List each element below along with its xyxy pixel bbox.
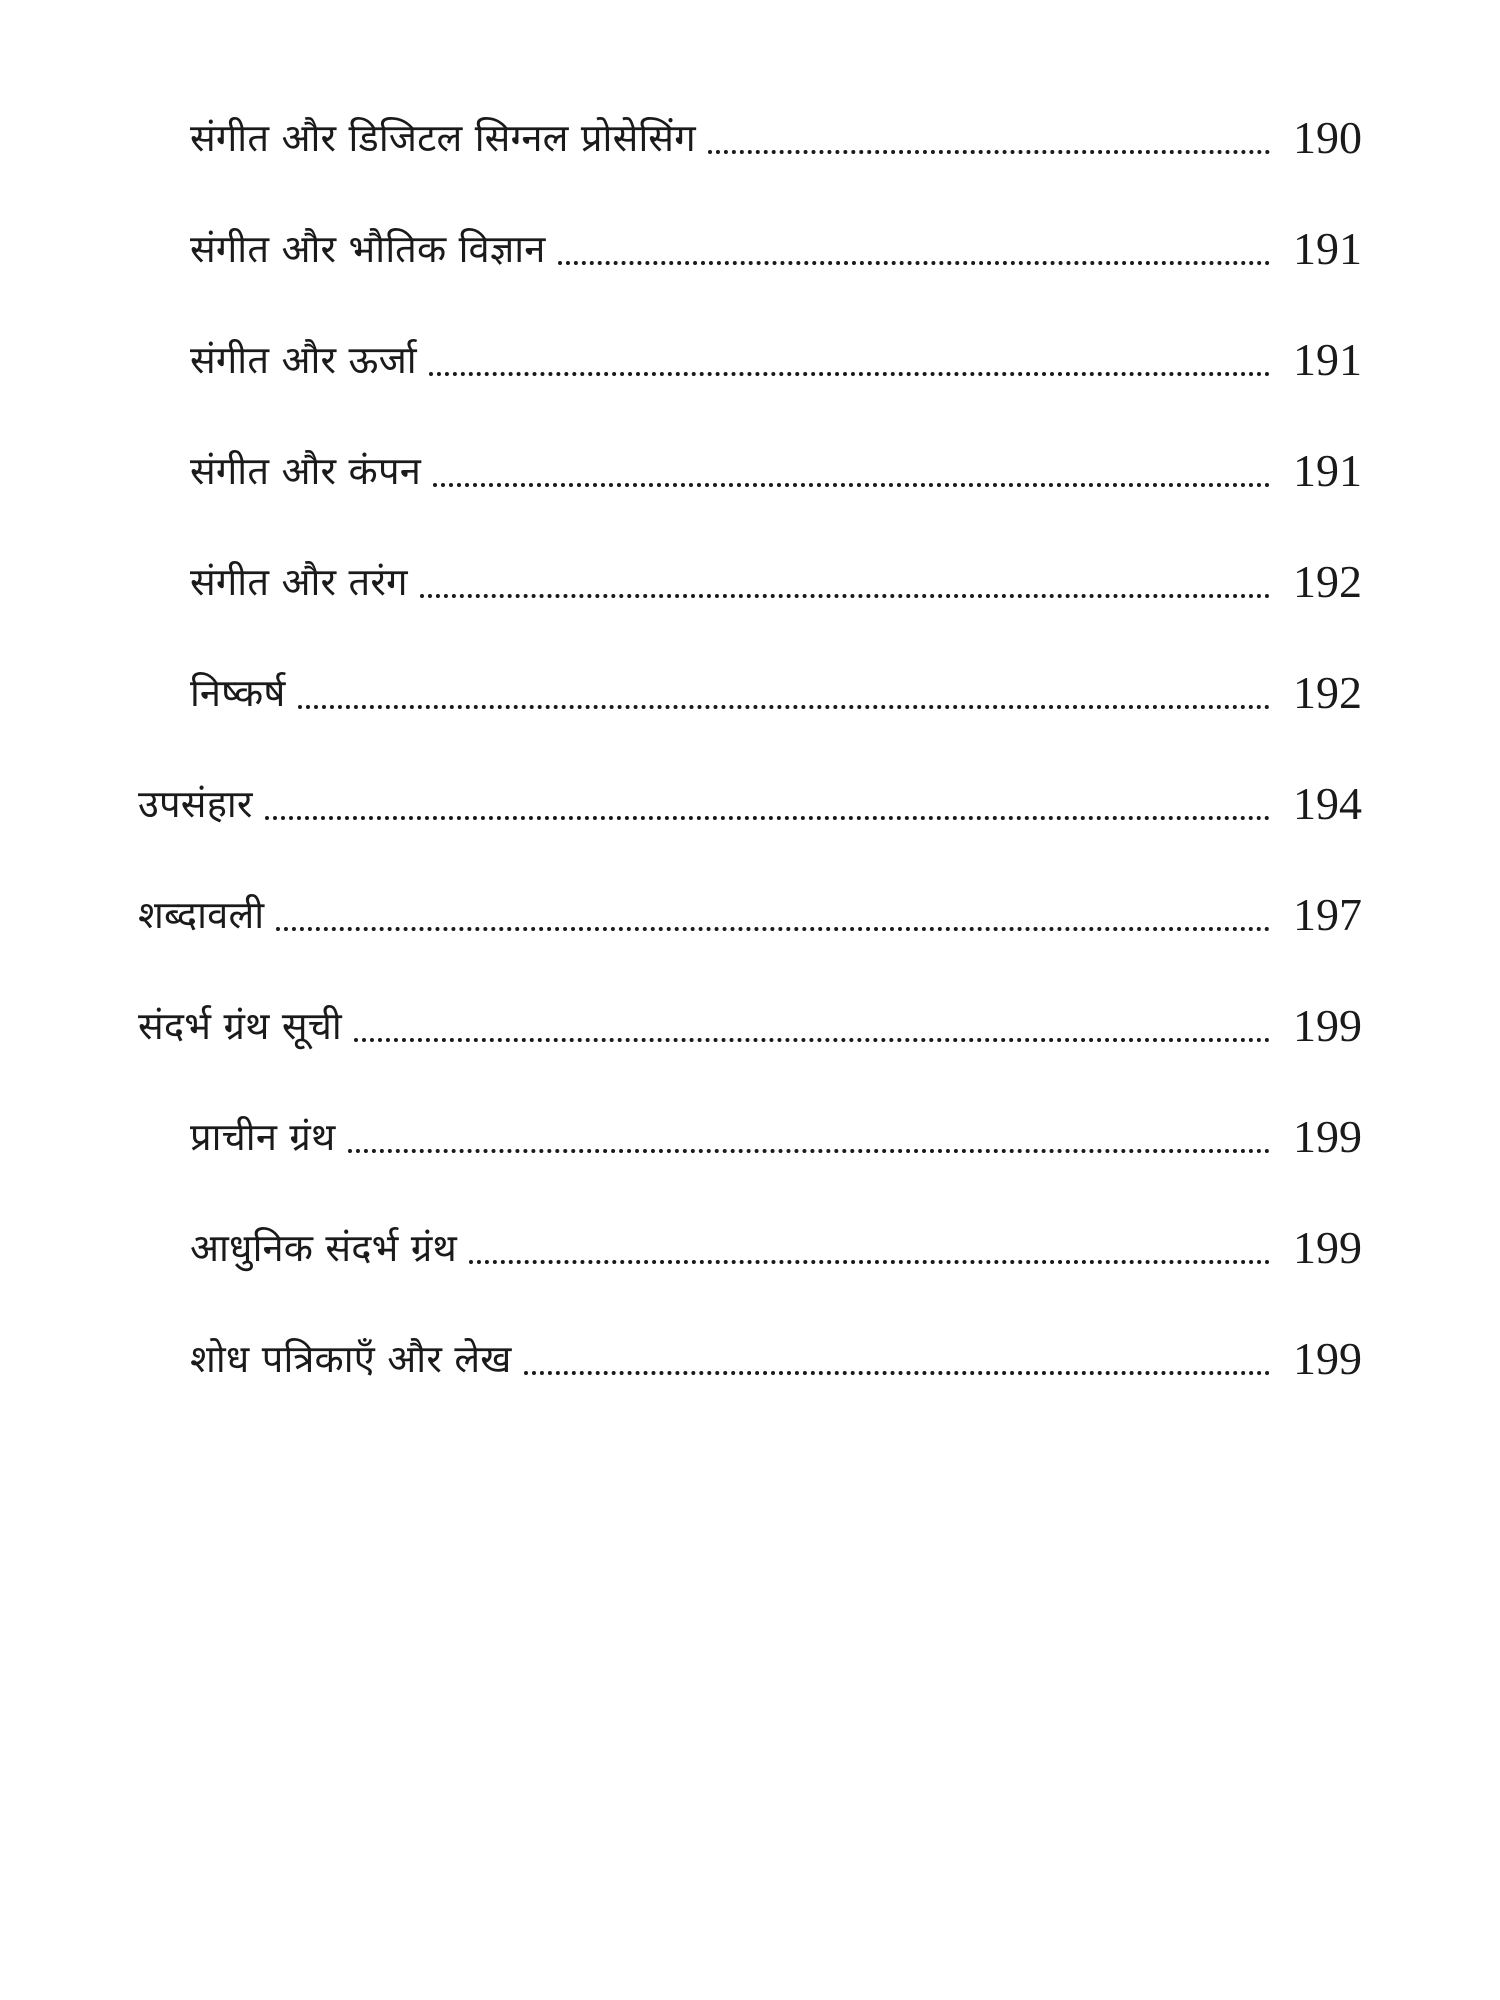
toc-entry-page-number: 192 [1293, 556, 1362, 607]
toc-entry-title: संगीत और तरंग [190, 560, 408, 604]
toc-entry-bibliography[interactable] [0, 998, 1500, 1109]
dot-leader [433, 443, 1270, 499]
toc-entry-energy[interactable] [0, 332, 1500, 443]
dot-leader [265, 776, 1270, 832]
toc-entry-wave[interactable] [0, 554, 1500, 665]
dot-leader [524, 1331, 1270, 1387]
toc-entry-title: शब्दावली [138, 893, 265, 937]
toc-entry-page-number: 199 [1293, 1111, 1362, 1162]
dot-leader [558, 221, 1270, 277]
toc-entry-title: संगीत और कंपन [190, 449, 422, 493]
toc-entry-physics[interactable] [0, 221, 1500, 332]
toc-entry-page-number: 192 [1293, 667, 1362, 718]
dot-leader [469, 1220, 1270, 1276]
toc-entry-page-number: 199 [1293, 1000, 1362, 1051]
toc-entry-page-number: 191 [1293, 223, 1362, 274]
toc-entry-page-number: 194 [1293, 778, 1362, 829]
toc-entry-title: प्राचीन ग्रंथ [190, 1115, 336, 1159]
dot-leader [420, 554, 1270, 610]
toc-entry-conclusion[interactable] [0, 665, 1500, 776]
dot-leader [429, 332, 1270, 388]
toc-entry-modern-references[interactable] [0, 1220, 1500, 1331]
toc-entry-page-number: 199 [1293, 1222, 1362, 1273]
toc-entry-title: संगीत और भौतिक विज्ञान [190, 227, 546, 271]
toc-entry-page-number: 190 [1293, 112, 1362, 163]
toc-entry-vibration[interactable] [0, 443, 1500, 554]
toc-entry-title: संदर्भ ग्रंथ सूची [138, 1004, 342, 1048]
toc-entry-page-number: 191 [1293, 445, 1362, 496]
table-of-contents [0, 110, 1500, 1442]
toc-entry-epilogue[interactable] [0, 776, 1500, 887]
toc-entry-page-number: 191 [1293, 334, 1362, 385]
toc-entry-title: शोध पत्रिकाएँ और लेख [190, 1337, 512, 1381]
toc-entry-research-journals[interactable] [0, 1331, 1500, 1442]
toc-entry-page-number: 197 [1293, 889, 1362, 940]
toc-entry-title: संगीत और ऊर्जा [190, 338, 417, 382]
dot-leader [708, 110, 1270, 166]
dot-leader [298, 665, 1270, 721]
toc-entry-title: निष्कर्ष [190, 671, 286, 715]
toc-entry-title: संगीत और डिजिटल सिग्नल प्रोसेसिंग [190, 116, 696, 160]
dot-leader [276, 887, 1270, 943]
dot-leader [348, 1109, 1270, 1165]
toc-entry-digital-signal-processing[interactable] [0, 110, 1500, 221]
dot-leader [354, 998, 1270, 1054]
toc-entry-title: आधुनिक संदर्भ ग्रंथ [190, 1226, 457, 1270]
toc-entry-glossary[interactable] [0, 887, 1500, 998]
toc-entry-page-number: 199 [1293, 1333, 1362, 1384]
toc-entry-title: उपसंहार [138, 782, 253, 826]
toc-entry-ancient-texts[interactable] [0, 1109, 1500, 1220]
